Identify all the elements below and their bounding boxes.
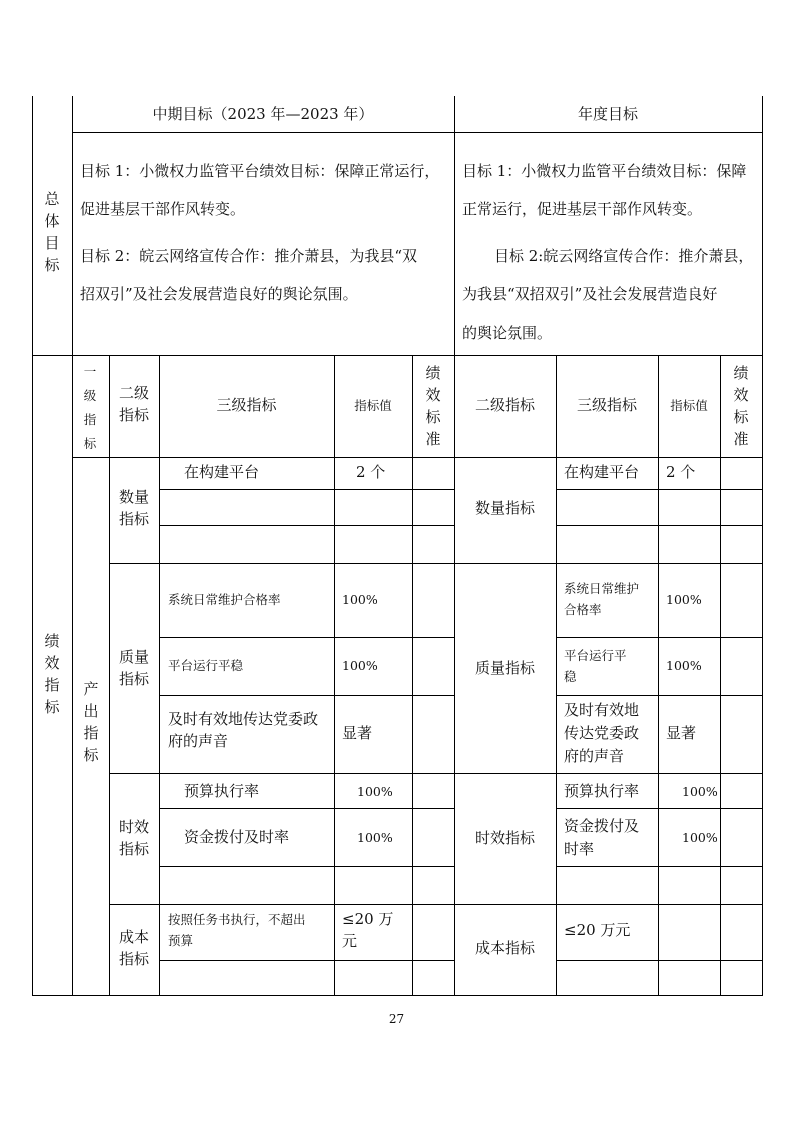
year-qa1-name-line2: 合格率	[564, 602, 602, 617]
table-divider	[556, 808, 763, 809]
timeliness-indicator-label-annual: 时效指标	[474, 829, 535, 847]
col-standard-header-annual: 绩效标准	[733, 364, 749, 448]
year-q1-value: 2 个	[666, 463, 696, 481]
table-divider	[556, 866, 763, 867]
page-number: 27	[388, 1012, 405, 1026]
year-qa3-value: 显著	[666, 724, 697, 742]
year-t1-value: 100%	[682, 784, 718, 799]
performance-indicator-label: 绩效指标	[44, 632, 60, 716]
year-qa2-name-line2: 稳	[564, 669, 577, 684]
year-qa2-name-line1: 平台运行平	[564, 648, 627, 663]
cost-indicator-label: 成本指标	[118, 928, 149, 968]
table-divider	[159, 866, 455, 867]
table-divider	[556, 637, 763, 638]
table-divider	[556, 355, 557, 995]
mid-t1-value: 100%	[357, 784, 393, 799]
timeliness-indicator-label: 时效指标	[118, 818, 149, 858]
col-level2-header-annual: 二级指标	[474, 396, 535, 414]
quality-indicator-label: 质量指标	[118, 648, 149, 688]
table-divider	[556, 525, 763, 526]
mid-c1-value-line1: ≤20 万	[342, 910, 394, 928]
col-level1-header: 一级指标	[83, 364, 97, 451]
overall-goal-label: 总体目标	[44, 190, 60, 274]
year-qa1-value: 100%	[666, 592, 702, 607]
mid-qa2-name: 平台运行平稳	[168, 658, 244, 673]
year-t2-name-line2: 时率	[564, 840, 595, 858]
year-q1-name: 在构建平台	[564, 463, 640, 481]
table-divider	[334, 355, 335, 995]
quantity-indicator-label-annual: 数量指标	[474, 499, 535, 517]
year-qa3-name-line1: 及时有效地	[564, 701, 640, 719]
year-t1-name: 预算执行率	[564, 782, 640, 800]
table-divider	[32, 355, 763, 356]
year-t2-name-line1: 资金拨付及	[564, 817, 640, 835]
table-divider	[159, 808, 455, 809]
year-qa2-value: 100%	[666, 658, 702, 673]
mid-t1-name: 预算执行率	[184, 782, 260, 800]
table-divider	[159, 695, 455, 696]
col-standard-header: 绩效标准	[425, 364, 441, 448]
year-goal2-line2: 为我县“双招双引”及社会发展营造良好	[462, 285, 718, 303]
table-divider	[109, 904, 455, 905]
mid-goal1-line1: 目标 1：小微权力监管平台绩效目标：保障正常运行，	[80, 162, 440, 180]
table-divider	[454, 904, 763, 905]
table-divider	[109, 563, 455, 564]
mid-qa3-name-line2: 府的声音	[168, 732, 229, 750]
mid-qa2-value: 100%	[342, 658, 378, 673]
table-divider	[720, 355, 721, 995]
table-divider	[72, 96, 73, 995]
year-t2-value: 100%	[682, 830, 718, 845]
col-level2-header: 二级指标	[118, 384, 149, 424]
year-goal2-line1: 目标 2:皖云网络宣传合作：推介萧县，	[494, 247, 754, 265]
table-divider	[658, 355, 659, 995]
mid-qa3-value: 显著	[342, 724, 373, 742]
output-indicator-label: 产出指标	[83, 680, 99, 764]
table-divider	[556, 960, 763, 961]
mid-q1-value: 2 个	[356, 463, 386, 481]
table-divider	[454, 773, 763, 774]
year-goal1-line2: 正常运行，促进基层干部作风转变。	[462, 200, 703, 218]
quantity-indicator-label: 数量指标	[118, 488, 149, 528]
mid-c1-value-line2: 元	[342, 932, 358, 950]
mid-qa1-name: 系统日常维护合格率	[168, 592, 281, 607]
table-divider	[454, 96, 455, 995]
year-goal1-line1: 目标 1：小微权力监管平台绩效目标：保障	[462, 162, 747, 180]
table-border-left	[32, 96, 33, 995]
table-divider	[556, 695, 763, 696]
table-divider	[556, 489, 763, 490]
mid-t2-name: 资金拨付及时率	[184, 828, 290, 846]
table-divider	[109, 773, 455, 774]
year-qa3-name-line3: 府的声音	[564, 747, 625, 765]
table-divider	[412, 355, 413, 995]
table-border-right	[762, 96, 763, 995]
table-border-bottom	[32, 995, 763, 996]
mid-c1-name-line2: 预算	[168, 933, 194, 948]
year-c1-value: ≤20 万元	[564, 921, 631, 939]
table-divider	[109, 355, 110, 995]
mid-goal2-line2: 招双引”及社会发展营造良好的舆论氛围。	[80, 285, 358, 303]
quality-indicator-label-annual: 质量指标	[474, 659, 535, 677]
mid-q1-name: 在构建平台	[184, 463, 260, 481]
annual-header: 年度目标	[577, 105, 638, 123]
year-goal2-line3: 的舆论氛围。	[462, 324, 553, 342]
table-divider	[72, 457, 763, 458]
table-divider	[159, 355, 160, 995]
mid-c1-name-line1: 按照任务书执行，不超出	[168, 912, 306, 927]
table-divider	[159, 637, 455, 638]
table-divider	[159, 960, 455, 961]
col-value-header-annual: 指标值	[670, 398, 708, 413]
table-divider	[72, 132, 763, 133]
mid-qa1-value: 100%	[342, 592, 378, 607]
table-divider	[159, 525, 455, 526]
mid-qa3-name-line1: 及时有效地传达党委政	[168, 710, 319, 728]
mid-goal2-line1: 目标 2：皖云网络宣传合作：推介萧县，为我县“双	[80, 247, 417, 265]
year-qa3-name-line2: 传达党委政	[564, 724, 640, 742]
table-divider	[159, 489, 455, 490]
mid-term-header: 中期目标（2023 年—2023 年）	[152, 105, 374, 123]
mid-t2-value: 100%	[357, 830, 393, 845]
col-value-header: 指标值	[354, 398, 392, 413]
col-level3-header-annual: 三级指标	[576, 396, 637, 414]
table-divider	[454, 563, 763, 564]
year-qa1-name-line1: 系统日常维护	[564, 581, 640, 596]
cost-indicator-label-annual: 成本指标	[474, 939, 535, 957]
col-level3-header: 三级指标	[216, 396, 277, 414]
mid-goal1-line2: 促进基层干部作风转变。	[80, 200, 246, 218]
